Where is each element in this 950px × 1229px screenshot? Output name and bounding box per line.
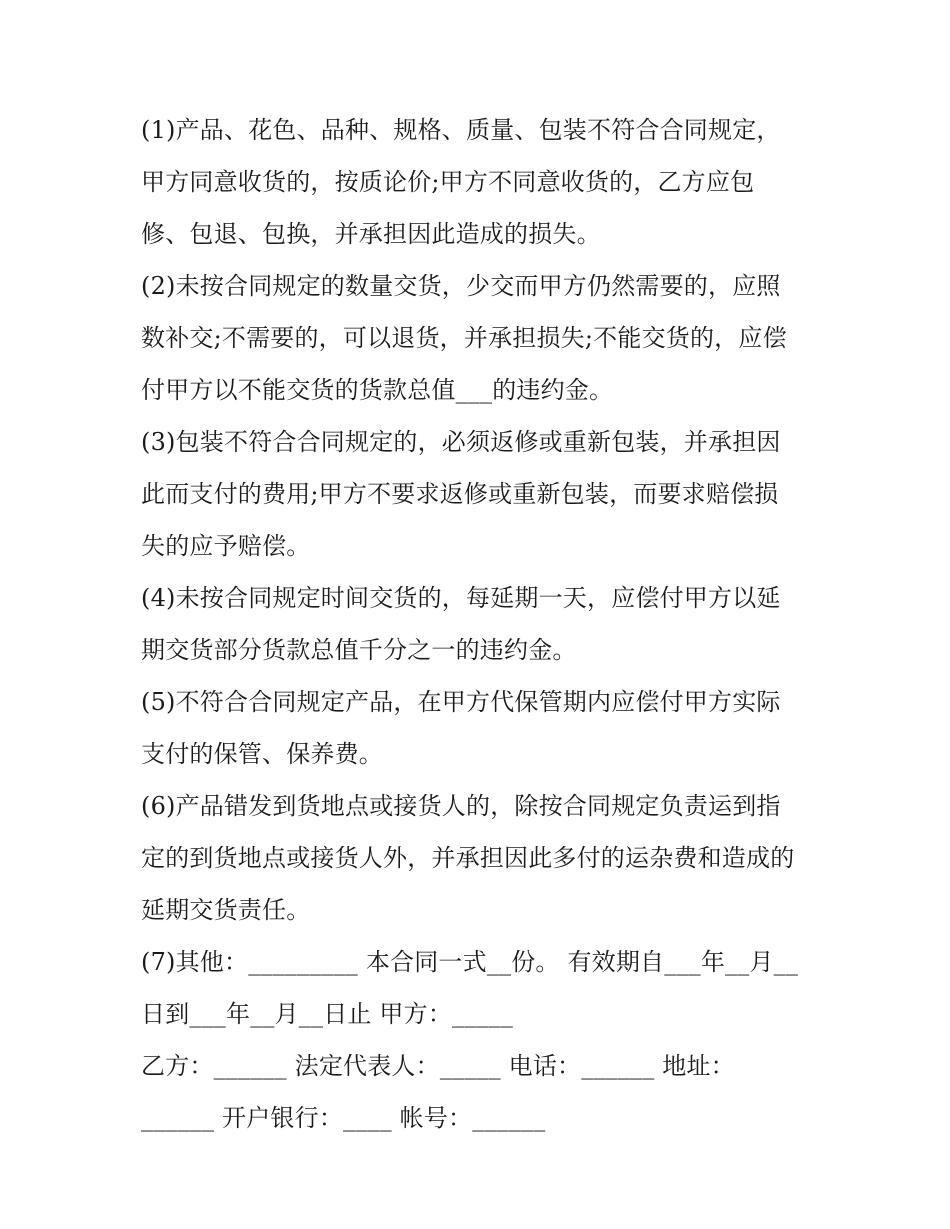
text-line: 期交货部分货款总值千分之一的违约金。	[141, 636, 577, 664]
text-line: 失的应予赔偿。	[141, 532, 311, 560]
text-line: (6)产品错发到货地点或接货人的，除按合同规定负责运到指	[141, 792, 781, 820]
text-line: 此而支付的费用;甲方不要求返修或重新包装，而要求赔偿损	[141, 480, 779, 508]
text-line: 付甲方以不能交货的货款总值___的违约金。	[141, 376, 614, 404]
text-line: 支付的保管、保养费。	[141, 740, 383, 768]
document-body	[141, 104, 821, 1144]
text-line: 数补交;不需要的，可以退货，并承担损失;不能交货的，应偿	[141, 324, 787, 352]
text-line: 修、包退、包换，并承担因此造成的损失。	[141, 220, 601, 248]
text-line: (2)未按合同规定的数量交货，少交而甲方仍然需要的，应照	[141, 272, 781, 300]
text-line: (3)包装不符合合同规定的，必须返修或重新包装，并承担因	[141, 428, 781, 456]
text-line: 定的到货地点或接货人外，并承担因此多付的运杂费和造成的	[141, 844, 795, 872]
text-line: 乙方：______ 法定代表人：_____ 电话：______ 地址：	[141, 1052, 735, 1080]
text-line: (4)未按合同规定时间交货的，每延期一天，应偿付甲方以延	[141, 584, 781, 612]
text-line: (7)其他：_________ 本合同一式__份。 有效期自___年__月__	[141, 948, 799, 976]
text-line: (5)不符合合同规定产品，在甲方代保管期内应偿付甲方实际	[141, 688, 781, 716]
text-line: 甲方同意收货的，按质论价;甲方不同意收货的，乙方应包	[141, 168, 755, 196]
text-line: 日到___年__月__日止 甲方：_____	[141, 1000, 514, 1028]
text-line: (1)产品、花色、品种、规格、质量、包装不符合合同规定，	[141, 116, 781, 144]
text-line: ______ 开户银行：____ 帐号：______	[141, 1104, 546, 1132]
text-line: 延期交货责任。	[141, 896, 311, 924]
